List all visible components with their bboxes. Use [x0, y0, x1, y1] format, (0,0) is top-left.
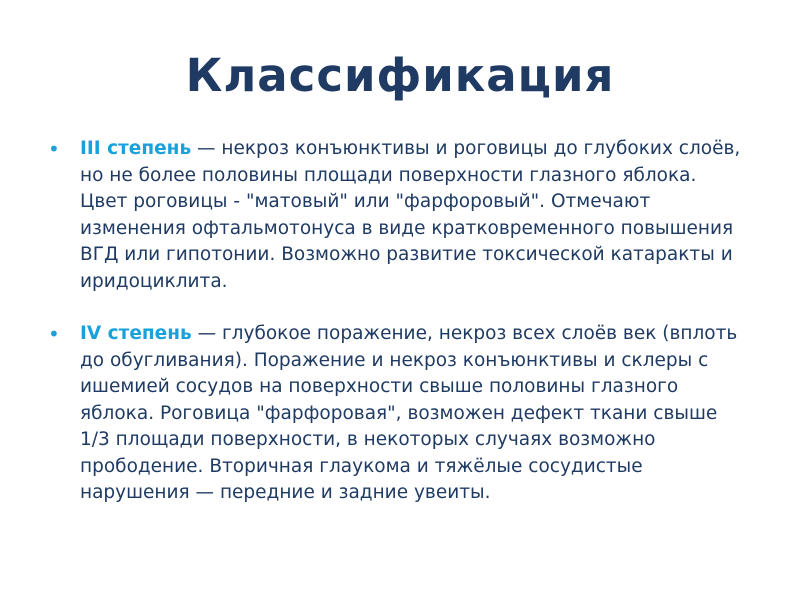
bullet-dot-icon: • — [48, 137, 60, 161]
bullet-lead-grade-4: IV степень — [80, 323, 192, 344]
bullet-text-grade-3: — некроз конъюнктивы и роговицы до глубоких слоёв, но не более половины площади поверхности глазного яблока. Цвет роговицы - "матовый" или "фарфоровый". Отмечают изменения офтальмотонуса в виде кратковременного повышения ВГД или гипотонии. Возможно развитие токсической катаракты и иридоциклита. — [80, 138, 741, 292]
bullet-lead-grade-3: III степень — [80, 138, 192, 159]
slide-title: Классификация — [185, 49, 615, 102]
bullet-item-grade-3 — [48, 136, 748, 295]
bullet-text-grade-4: — глубокое поражение, некроз всех слоёв век (вплоть до обугливания). Поражение и некроз конъюнктивы и склеры с ишемией сосудов на поверхности свыше половины глазного яблока. Роговица "фарфоровая", возможен дефект ткани свыше 1/3 площади поверхности, в некоторых случаях возможно прободение. Вторичная глаукома и тяжёлые сосудистые нарушения — передние и задние увеиты. — [80, 323, 738, 503]
bullet-list — [48, 136, 748, 507]
bullet-dot-icon: • — [48, 322, 60, 346]
bullet-item-grade-4 — [48, 321, 748, 507]
